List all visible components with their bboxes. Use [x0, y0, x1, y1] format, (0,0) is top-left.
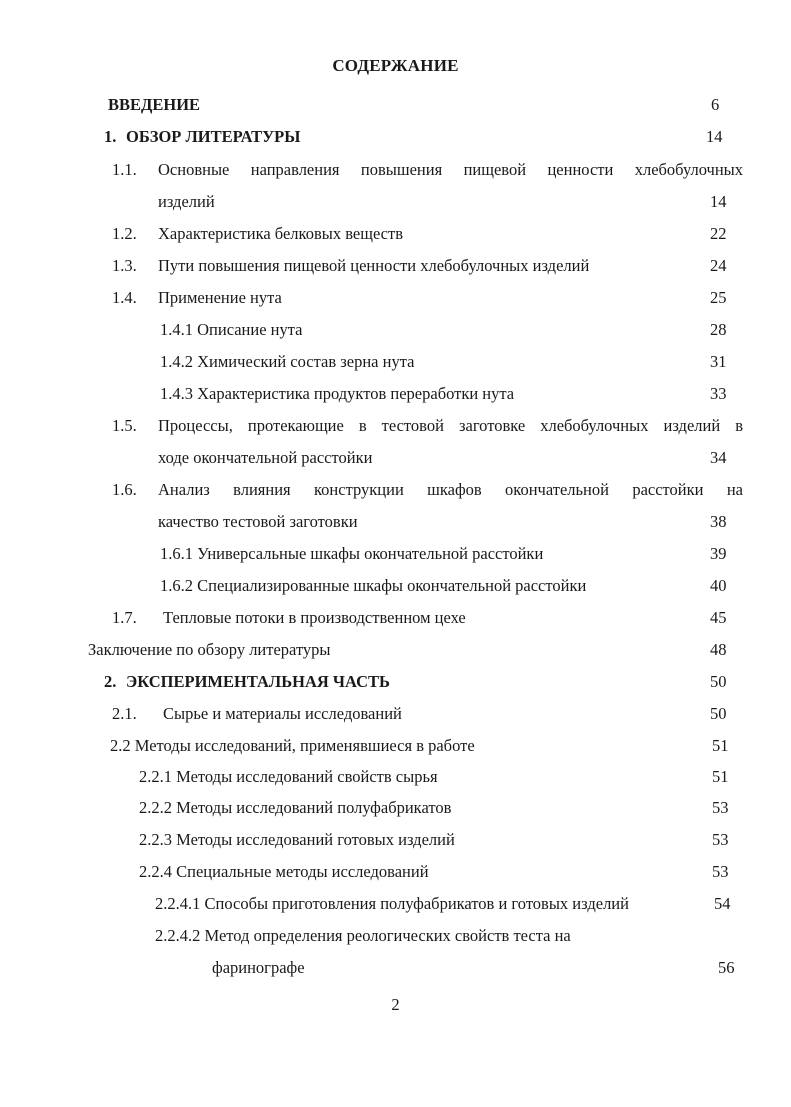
toc-entry-title: 2.2.4 Специальные методы исследований [139, 862, 429, 881]
toc-entry-page: 38 [710, 512, 727, 531]
toc-entry-title: 1.6.1 Универсальные шкафы окончательной расстойки [160, 544, 544, 563]
toc-entry-title-continued: изделий [158, 192, 215, 211]
toc-entry-title: Сырье и материалы исследований [163, 704, 402, 723]
toc-entry-title: 2.2.4.1 Способы приготовления полуфабрикатов и готовых изделий [155, 894, 629, 913]
toc-entry-number: 1.1. [112, 160, 137, 179]
toc-entry-page: 56 [718, 958, 735, 977]
toc-entry-page: 50 [710, 704, 727, 723]
toc-entry-page: 31 [710, 352, 727, 371]
toc-entry-title-continued: фаринографе [212, 958, 305, 977]
toc-entry-title: 1.4.3 Характеристика продуктов переработки нута [160, 384, 515, 403]
toc-entry-title: 2.2.2 Методы исследований полуфабрикатов [139, 798, 452, 817]
toc-entry-page: 54 [714, 894, 731, 913]
toc-entry-title: 1.4.2 Химический состав зерна нута [160, 352, 415, 371]
toc-entry-page: 48 [710, 640, 727, 659]
toc-entry-title: Заключение по обзору литературы [88, 640, 331, 659]
toc-entry-page: 22 [710, 224, 727, 243]
toc-entry-page: 28 [710, 320, 727, 339]
toc-entry-title: 2.2.1 Методы исследований свойств сырья [139, 767, 438, 786]
toc-entry-page: 53 [712, 798, 729, 817]
toc-entry-page: 51 [712, 767, 729, 786]
toc-entry-title: Тепловые потоки в производственном цехе [163, 608, 466, 627]
toc-entry-title: Анализ влияния конструкции шкафов окончательной расстойки на [158, 480, 743, 499]
toc-entry-page: 39 [710, 544, 727, 563]
toc-entry-number: 1.6. [112, 480, 137, 499]
page-number: 2 [391, 995, 400, 1014]
toc-entry-page: 14 [706, 127, 723, 146]
toc-entry-title: ЭКСПЕРИМЕНТАЛЬНАЯ ЧАСТЬ [126, 672, 390, 691]
toc-entry-number: 1.3. [112, 256, 137, 275]
toc-entry-title: ОБЗОР ЛИТЕРАТУРЫ [126, 127, 301, 146]
toc-entry-number: 1. [104, 127, 117, 146]
toc-entry-page: 6 [711, 95, 720, 114]
toc-entry-page: 40 [710, 576, 727, 595]
toc-entry-title: Применение нута [158, 288, 282, 307]
toc-entry-title: Основные направления повышения пищевой ценности хлебобулочных [158, 160, 743, 179]
toc-entry-title: 2.2.4.2 Метод определения реологических свойств теста на [155, 926, 571, 945]
toc-entry-page: 51 [712, 736, 729, 755]
toc-entry-title-continued: качество тестовой заготовки [158, 512, 358, 531]
toc-entry-page: 34 [710, 448, 727, 467]
toc-entry-page: 53 [712, 862, 729, 881]
toc-entry-page: 24 [710, 256, 727, 275]
toc-entry-title: Характеристика белковых веществ [158, 224, 404, 243]
toc-entry-title-continued: ходе окончательной расстойки [158, 448, 373, 467]
toc-entry-page: 14 [710, 192, 727, 211]
toc-entry-number: 1.2. [112, 224, 137, 243]
toc-entry-title: 2.2 Методы исследований, применявшиеся в работе [110, 736, 475, 755]
toc-entry-title: 2.2.3 Методы исследований готовых изделий [139, 830, 455, 849]
page-title: СОДЕРЖАНИЕ [332, 56, 459, 75]
toc-entry-page: 25 [710, 288, 727, 307]
toc-entry-title: ВВЕДЕНИЕ [108, 95, 201, 114]
toc-entry-number: 1.5. [112, 416, 137, 435]
toc-entry-number: 1.4. [112, 288, 137, 307]
toc-entry-number: 2. [104, 672, 117, 691]
toc-entry-number: 1.7. [112, 608, 137, 627]
toc-entry-page: 45 [710, 608, 727, 627]
toc-entry-title: 1.6.2 Специализированные шкафы окончательной расстойки [160, 576, 587, 595]
toc-entry-title: Процессы, протекающие в тестовой заготовке хлебобулочных изделий в [158, 416, 743, 435]
toc-entry-number: 2.1. [112, 704, 137, 723]
toc-entry-page: 50 [710, 672, 727, 691]
toc-entry-page: 53 [712, 830, 729, 849]
toc-entry-title: 1.4.1 Описание нута [160, 320, 303, 339]
toc-entry-page: 33 [710, 384, 727, 403]
toc-entry-title: Пути повышения пищевой ценности хлебобулочных изделий [158, 256, 590, 275]
